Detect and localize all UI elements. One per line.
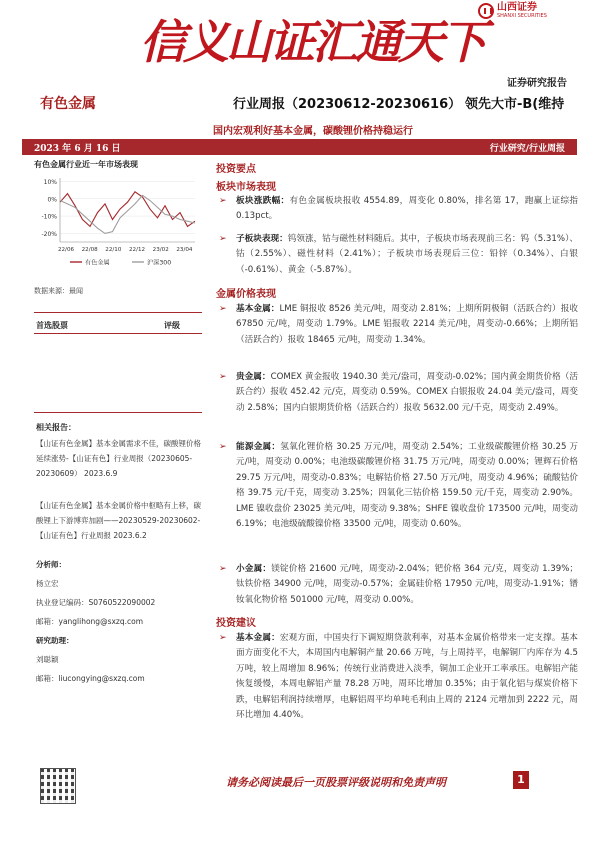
arrow-bullet-icon: ➢	[219, 304, 227, 314]
para-text: 镁锭价格 21600 元/吨，周变动-2.04%；钯价格 364 元/克，周变动 1.39%；钛铁价格 34900 元/吨，周变动-0.57%；金属硅价格 17950 元/吨，周变动-1.91%；镨钕氧化物价格 501000 元/吨，周变动 0.00%。	[236, 564, 578, 605]
series-line	[60, 192, 195, 227]
arrow-bullet-icon: ➢	[219, 442, 227, 452]
arrow-bullet-icon: ➢	[219, 633, 227, 643]
section-key-points: 投资要点	[216, 164, 256, 175]
para-sector-change	[216, 194, 578, 225]
market-performance-chart	[30, 170, 200, 280]
para-text: LME 铜报收 8526 美元/吨，周变动 2.81%；上期所阴极铜（活跃合约）报收 67850 元/吨，周变动 1.79%。LME 铝报收 2214 美元/吨，周变动-0.66%；上期所铝（活跃合约）报收 18465 元/吨，周变动 1.34%。	[236, 304, 578, 345]
y-tick-label: -10%	[41, 213, 57, 221]
para-precious-metals	[216, 370, 578, 416]
picks-label: 首选股票	[36, 321, 68, 330]
analyst-email[interactable]: 邮箱：yanglihong@sxzq.com	[36, 617, 144, 626]
report-title: 行业周报（20230612-20230616）	[233, 97, 462, 112]
chart-title: 有色金属行业近一年市场表现	[34, 160, 138, 169]
assistant-email[interactable]: 邮箱：liucongying@sxzq.com	[36, 674, 145, 683]
related-reports-label: 相关报告：	[36, 423, 76, 432]
divider-related	[34, 412, 202, 413]
x-tick-label: 22/10	[105, 247, 122, 253]
logo-name-cn: 山西证券	[497, 2, 537, 13]
analyst-label: 分析师：	[36, 560, 66, 569]
para-lead: 能源金属：	[236, 442, 281, 452]
assistant-label: 研究助理：	[36, 636, 74, 645]
x-tick-label: 22/08	[81, 247, 98, 253]
arrow-bullet-icon: ➢	[219, 196, 227, 206]
company-logo	[478, 2, 547, 19]
para-subsector	[216, 232, 578, 278]
legend-label: 有色金属	[85, 259, 110, 267]
qr-code-icon	[40, 768, 76, 804]
header-banner	[0, 0, 595, 92]
y-tick-label: -20%	[41, 230, 57, 238]
rating-label: 评级	[164, 321, 180, 330]
data-source: 数据来源：最闻	[34, 287, 83, 295]
section-investment-advice: 投资建议	[216, 618, 256, 629]
para-lead: 小金属：	[236, 564, 272, 574]
para-text: 钨领涨，钴与磁性材料随后。其中，子板块市场表现前三名：钨（5.31%）、钴（2.55%）、磁性材料（2.41%）；子板块市场表现后三位：铅锌（0.34%）、白银（-0.61%）、黄金（-5.87%）。	[236, 234, 578, 275]
para-lead: 贵金属：	[236, 372, 271, 382]
para-text: COMEX 黄金报收 1940.30 美元/盎司，周变动-0.02%；国内黄金期货价格（活跃合约）报收 452.42 元/克，周变动 0.59%。COMEX 白银报收 24.04 美元/盎司，周变动 2.58%；国内白银期货价格（活跃合约）报收 5632.00 元/千克，周变动 2.49%。	[236, 372, 578, 413]
x-tick-label: 23/02	[152, 247, 169, 253]
para-minor-metals	[216, 562, 578, 608]
y-tick-label: 10%	[43, 178, 57, 186]
section-sector-performance: 板块市场表现	[216, 182, 276, 193]
analyst-cert: 执业登记编码：S0760522090002	[36, 598, 156, 607]
para-energy-metals	[216, 440, 578, 532]
para-lead: 子板块表现：	[236, 234, 288, 244]
shanxi-logo-icon	[478, 3, 494, 19]
arrow-bullet-icon: ➢	[219, 564, 227, 574]
title-row	[22, 93, 577, 117]
para-text: 氢氧化锂价格 30.25 万元/吨，周变动 2.54%；工业级碳酸锂价格 30.25 万元/吨，周变动 0.00%；电池级碳酸锂价格 31.75 万元/吨，周变动 0.00%；锂辉石价格 29.75 万元/吨，周变动-0.83%；电解钴价格 27.50 万元/吨，周变动 4.96%；硫酸钴价格 39.75 元/千克，周变动 3.25%；四氧化三钴价格 159.50 元/千克，周变动 2.90%。LME 镍收盘价 23025 美元/吨，周变动 9.38%；SHFE 镍收盘价 173500 元/吨，周变动 6.19%；电池级硫酸镍价格 33500 元/吨，周变动 0.60%。	[236, 442, 578, 530]
arrow-bullet-icon: ➢	[219, 372, 227, 382]
page-number: 1	[513, 771, 529, 789]
x-tick-label: 22/12	[128, 247, 146, 253]
para-base-metals	[216, 302, 578, 348]
para-lead: 基本金属：	[236, 304, 280, 314]
para-text: 有色金属板块报收 4554.89，周变化 0.80%，排名第 17，跑赢上证综指 0.13pct。	[236, 196, 578, 222]
date-bar	[22, 139, 577, 155]
report-type: 证券研究报告	[507, 78, 567, 89]
para-advice-base-metals	[216, 631, 578, 723]
legend-label: 沪深300	[147, 259, 172, 267]
divider-top	[34, 312, 202, 313]
divider-picks	[34, 333, 202, 334]
assistant-name: 刘聪颖	[36, 655, 59, 664]
section-metal-prices: 金属价格表现	[216, 289, 276, 300]
arrow-bullet-icon: ➢	[219, 234, 227, 244]
analyst-name: 杨立宏	[36, 579, 59, 588]
disclaimer-note[interactable]: 请务必阅读最后一页股票评级说明和免责声明	[226, 776, 446, 789]
related-report-2[interactable]: 【山证有色金属】基本金属价格中枢略有上移，碳酸锂上下游博弈加剧——20230529-20230602-【山证有色】行业周报 2023.6.2	[36, 501, 201, 540]
report-date: 2023 年 6 月 16 日	[34, 144, 121, 154]
logo-name-en: SHANXI SECURITIES	[497, 13, 547, 19]
related-report-1[interactable]: 【山证有色金属】基本金属需求不佳，碳酸锂价格延续涨势-【山证有色】行业周报（20230605-20230609） 2023.6.9	[36, 439, 201, 478]
industry-rating: 领先大市-B(维持	[465, 97, 565, 112]
x-tick-label: 22/06	[57, 247, 75, 253]
x-tick-label: 23/04	[176, 247, 193, 253]
slogan-text: 信义山证汇通天下	[140, 15, 484, 69]
industry-name: 有色金属	[40, 96, 96, 112]
para-lead: 板块涨跌幅：	[236, 196, 290, 206]
para-text: 宏观方面，中国央行下调短期贷款利率，对基本金属价格带来一定支撑。基本面方面变化不大，本周国内电解铜产量 20.66 万吨，与上周持平，电解铜厂内库存为 4.5 万吨，较上周增加 8.96%；传统行业消费进入淡季，铜加工企业开工率承压。电解铝产能恢复缓慢，本周电解铝产量 78.28 万吨，周环比增加 0.35%；由于氧化铝与煤炭价格下跌，电解铝利润持续增厚，电解铝周平均单吨毛利由上周的 2124 元增加到 2222 元，周环比增加 4.40%。	[236, 633, 578, 721]
chart-svg	[30, 170, 200, 280]
analyst-block	[36, 557, 155, 686]
y-tick-label: 0%	[47, 196, 57, 204]
report-subtitle: 国内宏观利好基本金属，碳酸锂价格持稳运行	[213, 126, 413, 137]
report-category: 行业研究/行业周报	[489, 144, 565, 154]
para-lead: 基本金属：	[236, 633, 280, 643]
